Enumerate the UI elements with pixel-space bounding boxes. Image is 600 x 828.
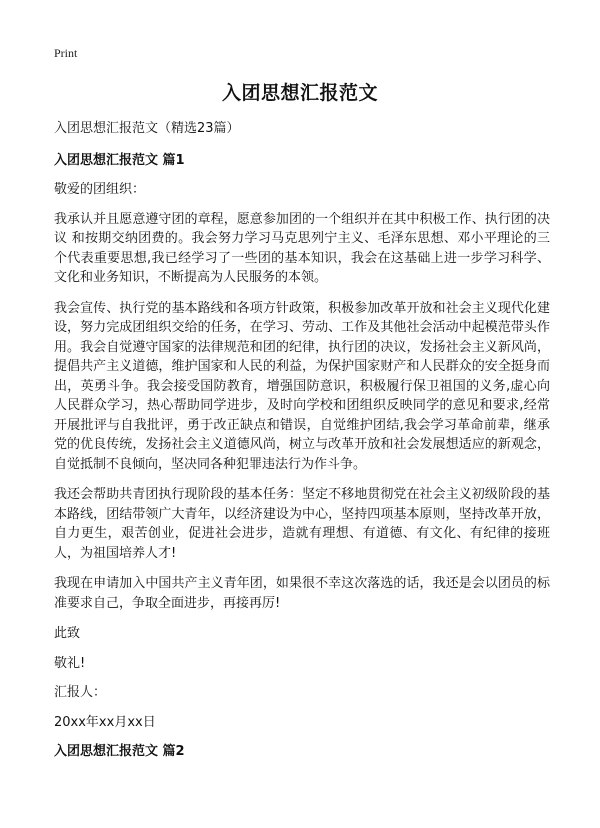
body-paragraph-3: 我还会帮助共青团执行现阶段的基本任务：坚定不移地贯彻党在社会主义初级阶段的基本路线，团结带领广大青年，以经济建设为中心，坚持四项基本原则，坚持改革开放，自力更生，艰苦创业，促进社会进步，造就有理想、有道德、有文化、有纪律的接班人，为祖国培养人才! bbox=[54, 487, 550, 561]
document-body bbox=[54, 119, 550, 772]
page-title: 入团思想汇报范文 bbox=[221, 82, 378, 104]
closing-phrase: 此致 bbox=[54, 626, 81, 641]
salutation: 敬爱的团组织： bbox=[54, 182, 146, 197]
section-heading-2: 入团思想汇报范文 篇2 bbox=[54, 744, 185, 759]
regards-phrase: 敬礼! bbox=[54, 655, 86, 671]
body-paragraph-2: 我会宣传、执行党的基本路线和各项方针政策，积极参加改革开放和社会主义现代化建设，努力完成团组织交给的任务，在学习、劳动、工作及其他社会活动中起模范带头作用。我会自觉遵守国家的法律规范和团的纪律，执行团的决议，发扬社会主义新风尚，提倡共产主义道德，维护国家和人民的利益，为保护国家财产和人民群众的安全挺身而出，英勇斗争。我会接受国防教育，增强国防意识，积极履行保卫祖国的义务,虚心向人民群众学习，热心帮助同学进步，及时向学校和团组织反映同学的意见和要求,经常开展批评与自我批评，勇于改正缺点和错误，自觉维护团结,我会学习革命前辈，继承党的优良传统，发扬社会主义道德风尚，树立与改革开放和社会发展想适应的新观念，自觉抵制不良倾向，坚决同各种犯罪违法行为作斗争。 bbox=[54, 300, 550, 472]
reporter-label: 汇报人： bbox=[54, 685, 107, 700]
body-paragraph-4: 我现在申请加入中国共产主义青年团，如果很不幸这次落选的话，我还是会以团员的标准要求自己，争取全面进步，再接再厉! bbox=[54, 576, 550, 611]
section-heading-1: 入团思想汇报范文 篇1 bbox=[54, 152, 185, 168]
print-link[interactable]: Print bbox=[54, 46, 78, 60]
document-subtitle: 入团思想汇报范文（精选23篇） bbox=[54, 121, 240, 136]
report-date: 20xx年xx月xx日 bbox=[54, 714, 156, 730]
body-paragraph-1: 我承认并且愿意遵守团的章程，愿意参加团的一个组织并在其中积极工作、执行团的决议 和按期交纳团费的。我会努力学习马克思列宁主义、毛泽东思想、邓小平理论的三个代表重要思想,我已经学习了一些团的基本知识，我会在这基础上进一步学习科学、文化和业务知识，不断提高为人民服务的本领。 bbox=[54, 211, 550, 285]
